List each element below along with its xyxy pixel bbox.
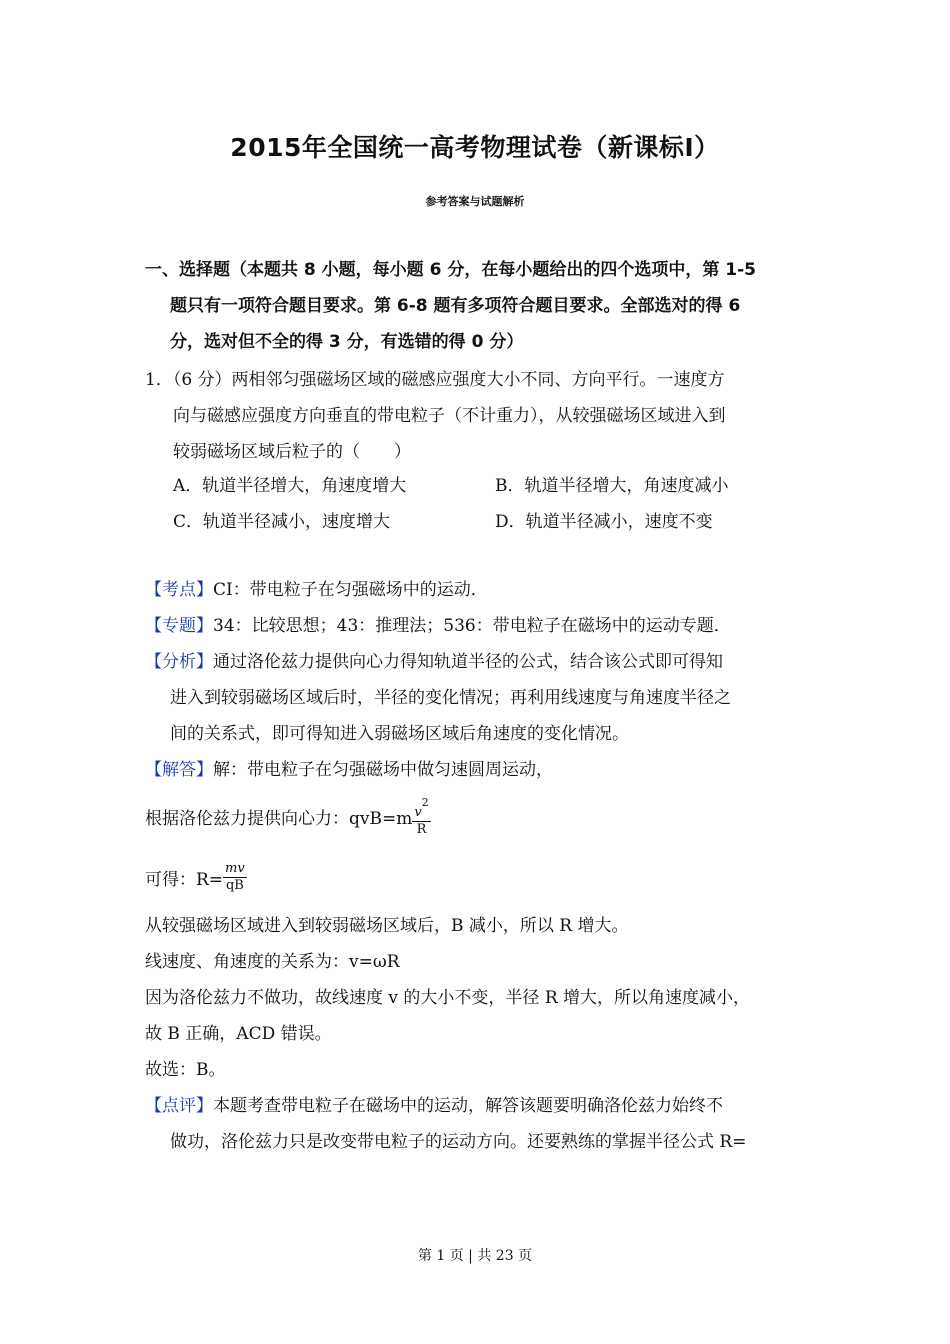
dianping-tag: 【点评】 [145, 1096, 213, 1116]
fenxi-line-1: 通过洛伦兹力提供向心力得知轨道半径的公式，结合该公式即可得知 [213, 652, 723, 672]
zhuanti-row [145, 608, 815, 644]
question-1-stem [145, 362, 810, 470]
section-line-2: 题只有一项符合题目要求。第 6-8 题有多项符合题目要求。全部选对的得 6 [170, 296, 741, 316]
question-1-line-2: 向与磁感应强度方向垂直的带电粒子（不计重力），从较强磁场区域进入到 [173, 406, 726, 426]
page-subtitle: 参考答案与试题解析 [425, 195, 525, 208]
equation-2-denominator: qB [225, 878, 244, 893]
fenxi-tag: 【分析】 [145, 652, 213, 672]
solution-lines [145, 908, 815, 1088]
jieda-tag: 【解答】 [145, 760, 213, 780]
equation-2-row [145, 862, 247, 893]
option-c: C．轨道半径减小，速度增大 [173, 512, 391, 532]
equation-1-superscript: 2 [421, 796, 429, 809]
option-b: B．轨道半径增大，角速度减小 [495, 476, 729, 496]
dianping-block [145, 1088, 815, 1160]
equation-1-fraction [412, 796, 430, 837]
fenxi-line-3: 间的关系式，即可得知进入弱磁场区域后角速度的变化情况。 [170, 724, 629, 744]
question-1-line-1: 1．（6 分）两相邻匀强磁场区域的磁感应强度大小不同、方向平行。一速度方 [145, 370, 725, 390]
fenxi-block [145, 644, 815, 752]
equation-2-numerator: mv [225, 861, 245, 876]
zhuanti-text: 34：比较思想；43：推理法；536：带电粒子在磁场中的运动专题． [213, 616, 731, 636]
page-title: 2015年全国统一高考物理试卷（新课标Ⅰ） [230, 133, 720, 162]
kaodian-row [145, 572, 815, 608]
section-line-1: 一、选择题（本题共 8 小题，每小题 6 分，在每小题给出的四个选项中，第 1-5 [145, 260, 756, 280]
kaodian-text: CI：带电粒子在匀强磁场中的运动． [213, 580, 488, 600]
solution-line-a: 从较强磁场区域进入到较弱磁场区域后，B 减小，所以 R 增大。 [145, 916, 629, 936]
option-a: A．轨道半径增大，角速度增大 [173, 476, 407, 496]
equation-1-prefix: 根据洛伦兹力提供向心力：qvB=m [145, 809, 413, 829]
solution-line-e: 故选：B。 [145, 1060, 226, 1080]
section-line-3: 分，选对但不全的得 3 分，有选错的得 0 分） [170, 332, 524, 352]
solution-line-d: 故 B 正确，ACD 错误。 [145, 1024, 332, 1044]
option-d: D．轨道半径减小，速度不变 [495, 512, 713, 532]
solution-line-b: 线速度、角速度的关系为：v=ωR [145, 952, 400, 972]
dianping-line-2: 做功，洛伦兹力只是改变带电粒子的运动方向。还要熟练的掌握半径公式 R= [170, 1132, 747, 1152]
equation-1-row [145, 796, 431, 837]
equation-2-fraction [223, 862, 247, 893]
equation-1-denominator: R [416, 822, 427, 837]
equation-1-numerator: v [414, 805, 422, 820]
section-heading [145, 252, 810, 360]
equation-2-prefix: 可得：R= [145, 870, 224, 890]
kaodian-tag: 【考点】 [145, 580, 213, 600]
zhuanti-tag: 【专题】 [145, 616, 213, 636]
question-1-line-3: 较弱磁场区域后粒子的（ ） [173, 442, 411, 462]
jieda-text: 解：带电粒子在匀强磁场中做匀速圆周运动， [213, 760, 553, 780]
solution-line-c: 因为洛伦兹力不做功，故线速度 v 的大小不变，半径 R 增大，所以角速度减小， [145, 988, 751, 1008]
jieda-row [145, 752, 815, 788]
page-footer: 第 1 页 | 共 23 页 [417, 1248, 533, 1264]
fenxi-line-2: 进入到较弱磁场区域后时，半径的变化情况；再利用线速度与角速度半径之 [170, 688, 731, 708]
dianping-line-1: 本题考查带电粒子在磁场中的运动，解答该题要明确洛伦兹力始终不 [213, 1096, 723, 1116]
